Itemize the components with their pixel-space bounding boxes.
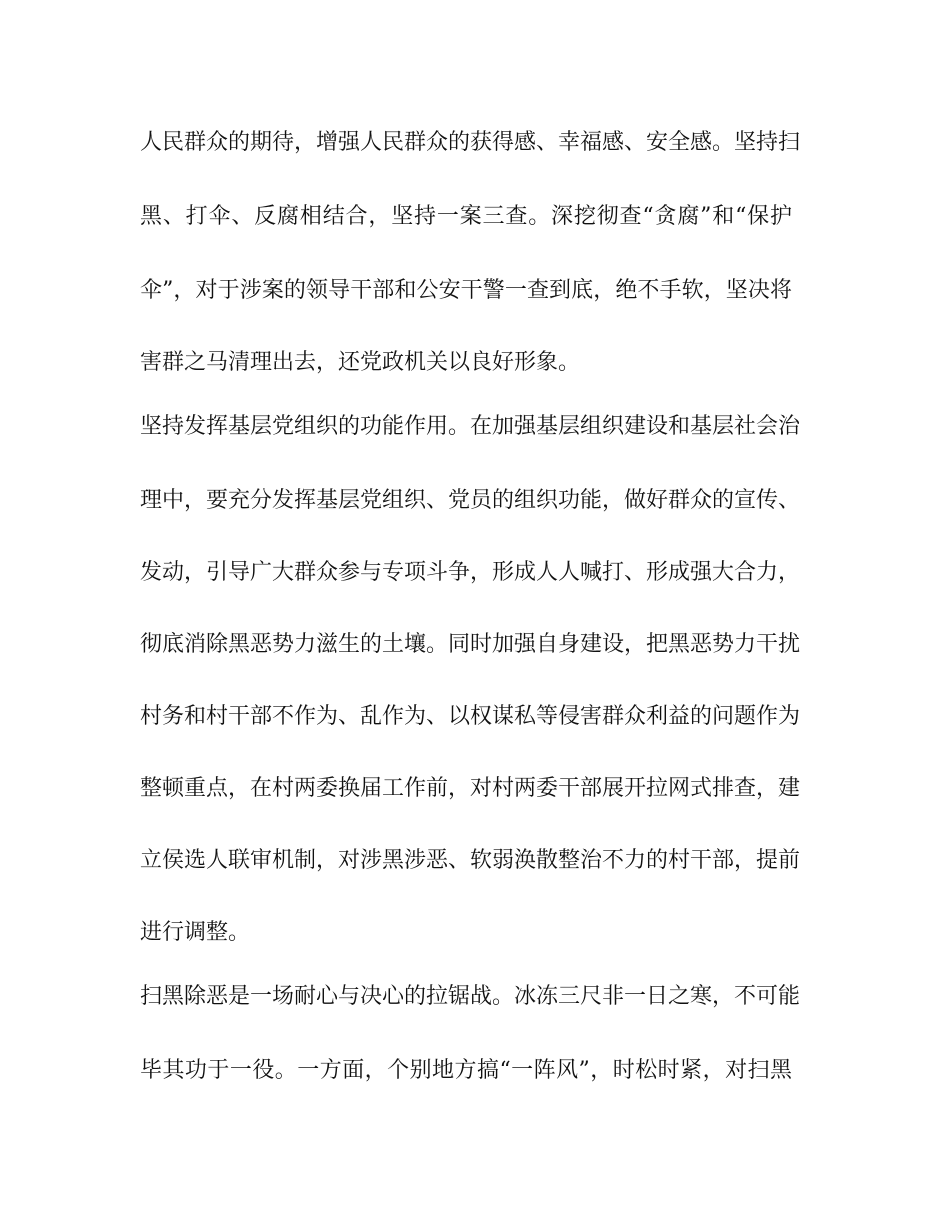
paragraph-1-line-4: 害群之马清理出去，还党政机关以良好形象。 (140, 350, 581, 375)
paragraph-2-line-2: 理中，要充分发挥基层党组织、党员的组织功能，做好群众的宣传、 (140, 488, 801, 513)
paragraph-2-line-3: 发动，引导广大群众参与专项斗争，形成人人喊打、形成强大合力， (140, 560, 801, 585)
paragraph-1-line-2: 黑、打伞、反腐相结合，坚持一案三查。深挖彻查“贪腐”和“保护 (140, 204, 792, 229)
paragraph-3-line-1: 扫黑除恶是一场耐心与决心的拉锯战。冰冻三尺非一日之寒，不可能 (140, 984, 801, 1009)
paragraph-1-line-1: 人民群众的期待，增强人民群众的获得感、幸福感、安全感。坚持扫 (140, 130, 801, 155)
paragraph-2-line-4: 彻底消除黑恶势力滋生的土壤。同时加强自身建设，把黑恶势力干扰 (140, 632, 801, 657)
paragraph-1-line-3: 伞”，对于涉案的领导干部和公安干警一查到底，绝不手软，坚决将 (140, 278, 792, 303)
paragraph-2-line-6: 整顿重点，在村两委换届工作前，对村两委干部展开拉网式排查，建 (140, 776, 801, 801)
paragraph-3-line-2: 毕其功于一役。一方面，个别地方搞“一阵风”，时松时紧，对扫黑 (140, 1058, 792, 1083)
paragraph-2-line-5: 村务和村干部不作为、乱作为、以权谋私等侵害群众利益的问题作为 (140, 704, 801, 729)
paragraph-2-line-8: 进行调整。 (140, 920, 251, 945)
paragraph-2-line-7: 立侯选人联审机制，对涉黑涉恶、软弱涣散整治不力的村干部，提前 (140, 848, 801, 873)
paragraph-2-line-1: 坚持发挥基层党组织的功能作用。在加强基层组织建设和基层社会治 (140, 414, 801, 439)
